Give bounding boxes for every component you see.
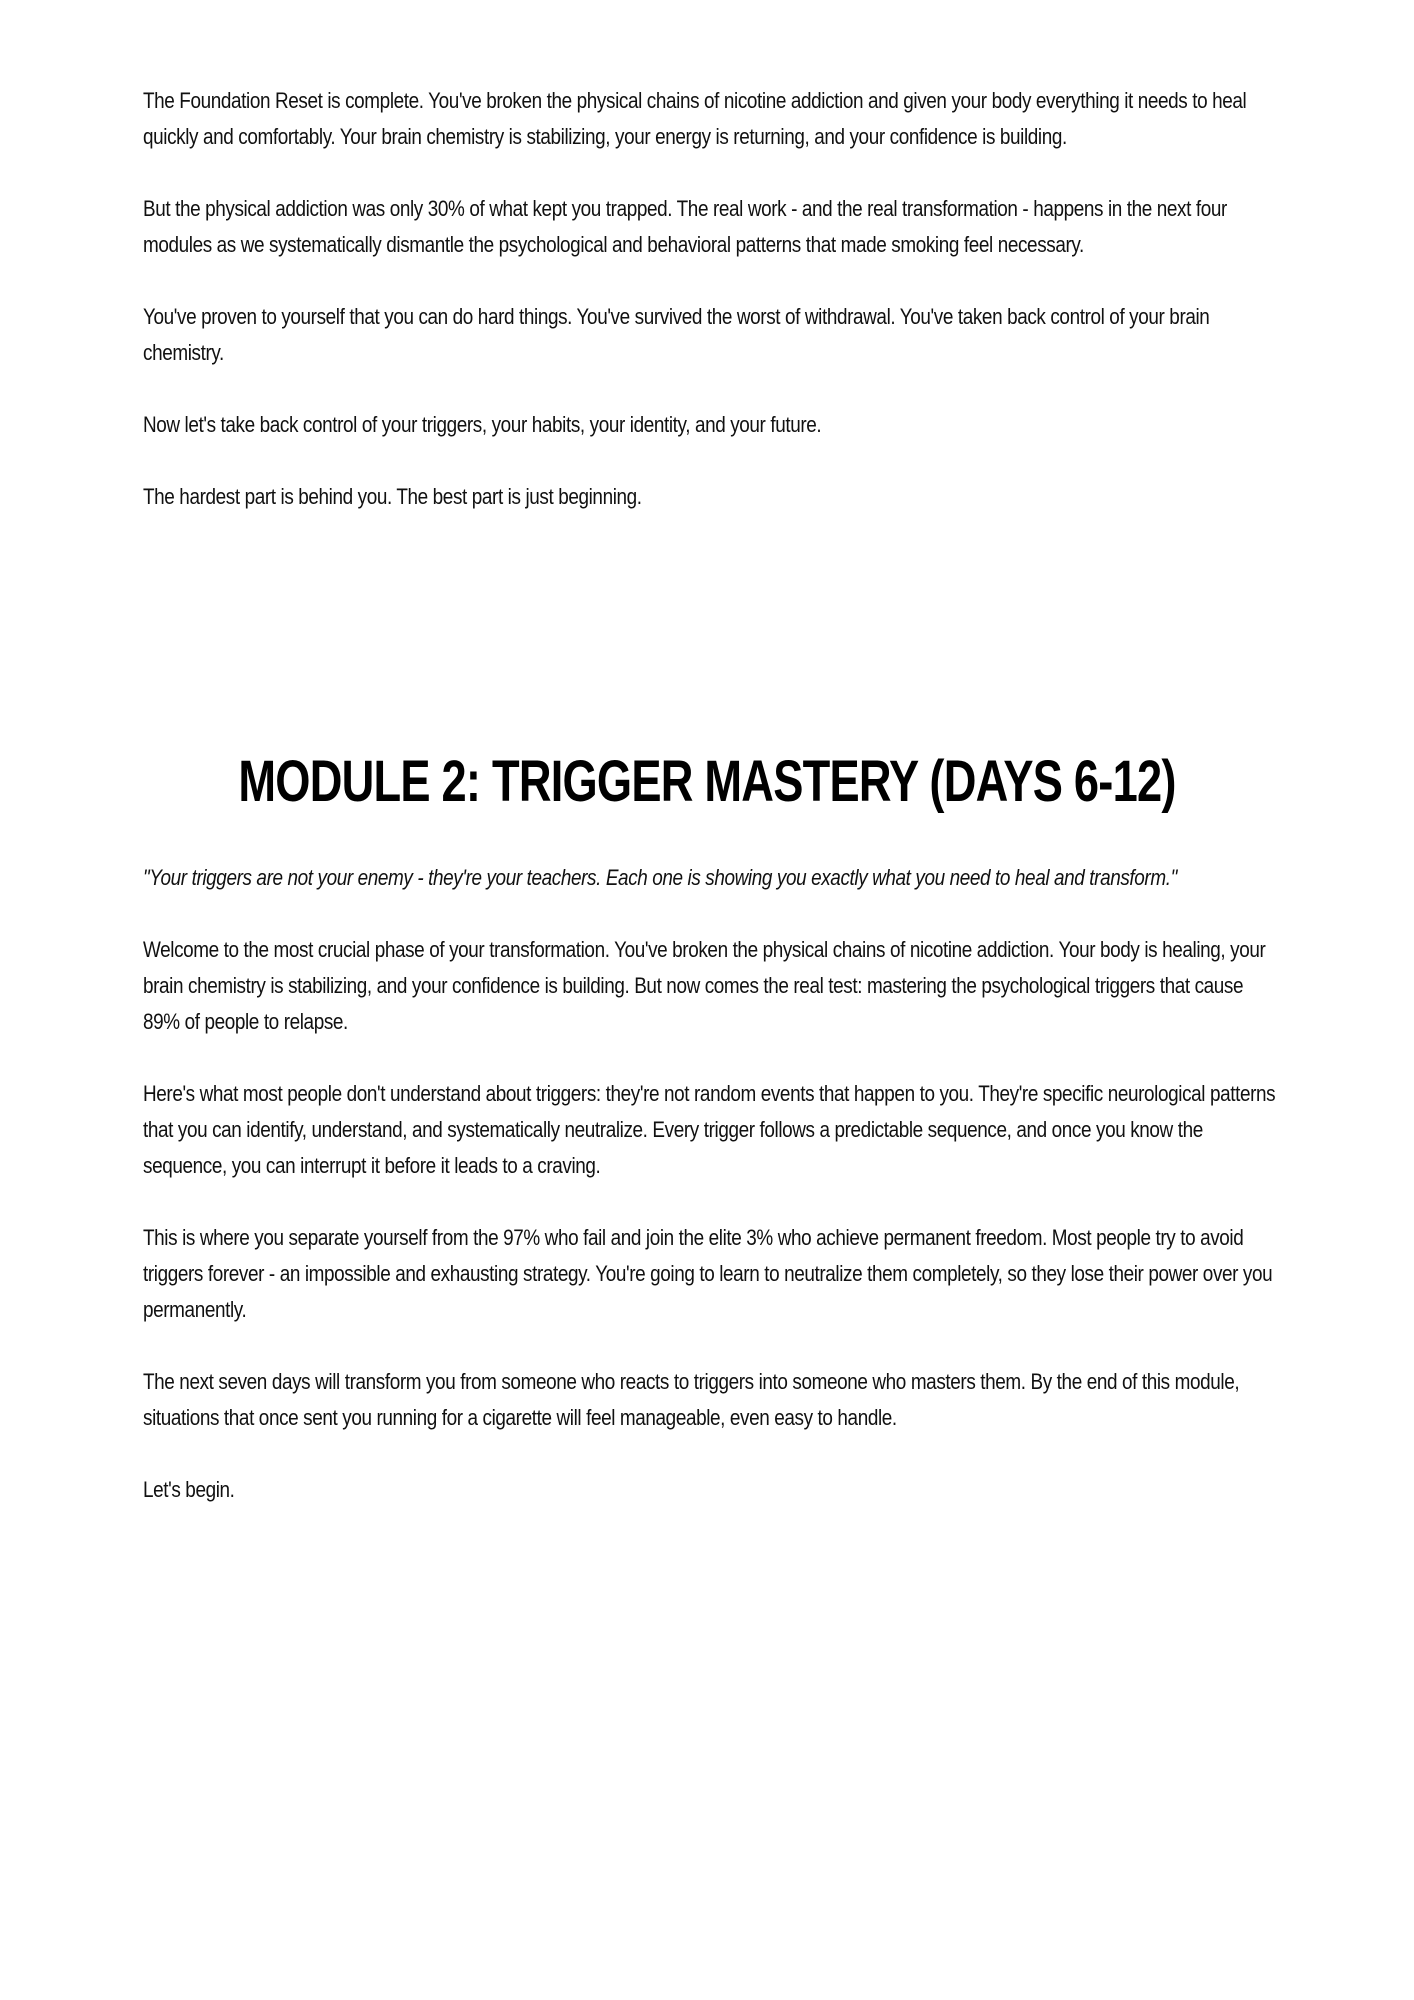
- module-paragraph-4: The next seven days will transform you from someone who reacts to triggers into someone who masters them. By the end of this module, situations that once sent you running for a cigarette will feel manageable, even easy to handle.: [143, 1369, 1240, 1430]
- intro-section: [143, 83, 1283, 551]
- module-paragraph-1: Welcome to the most crucial phase of your transformation. You've broken the physical chains of nicotine addiction. Your body is healing, your brain chemistry is stabilizing, and your confidence is building. But now comes the real test: mastering the psychological triggers that cause 89% of people to relapse.: [143, 937, 1266, 1034]
- intro-paragraph-1: The Foundation Reset is complete. You've broken the physical chains of nicotine addiction and given your body everything it needs to heal quickly and comfortably. Your brain chemistry is stabilizing, your energy is returning, and your confidence is building.: [143, 88, 1247, 149]
- module-title: MODULE 2: TRIGGER MASTERY (DAYS 6-12): [238, 749, 1176, 814]
- module-quote: "Your triggers are not your enemy - they're your teachers. Each one is showing you exactly what you need to heal and transform.": [143, 865, 1177, 890]
- module-paragraph-2: Here's what most people don't understand about triggers: they're not random events that happen to you. They're specific neurological patterns that you can identify, understand, and systematically neutralize. Every trigger follows a predictable sequence, and once you know the sequence, you can interrupt it before it leads to a craving.: [143, 1081, 1276, 1178]
- module-section: [143, 860, 1283, 1544]
- module-paragraph-3: This is where you separate yourself from the 97% who fail and join the elite 3% who achieve permanent freedom. Most people try to avoid triggers forever - an impossible and exhausting strategy. You're going to learn to neutralize them completely, so they lose their power over you permanently.: [143, 1225, 1273, 1322]
- intro-paragraph-2: But the physical addiction was only 30% of what kept you trapped. The real work - and the real transformation - happens in the next four modules as we systematically dismantle the psychological and behavioral patterns that made smoking feel necessary.: [143, 196, 1227, 257]
- intro-paragraph-5: The hardest part is behind you. The best part is just beginning.: [143, 484, 642, 509]
- intro-paragraph-4: Now let's take back control of your triggers, your habits, your identity, and your future.: [143, 412, 822, 437]
- module-paragraph-5: Let's begin.: [143, 1477, 235, 1502]
- intro-paragraph-3: You've proven to yourself that you can do hard things. You've survived the worst of withdrawal. You've taken back control of your brain chemistry.: [143, 304, 1210, 365]
